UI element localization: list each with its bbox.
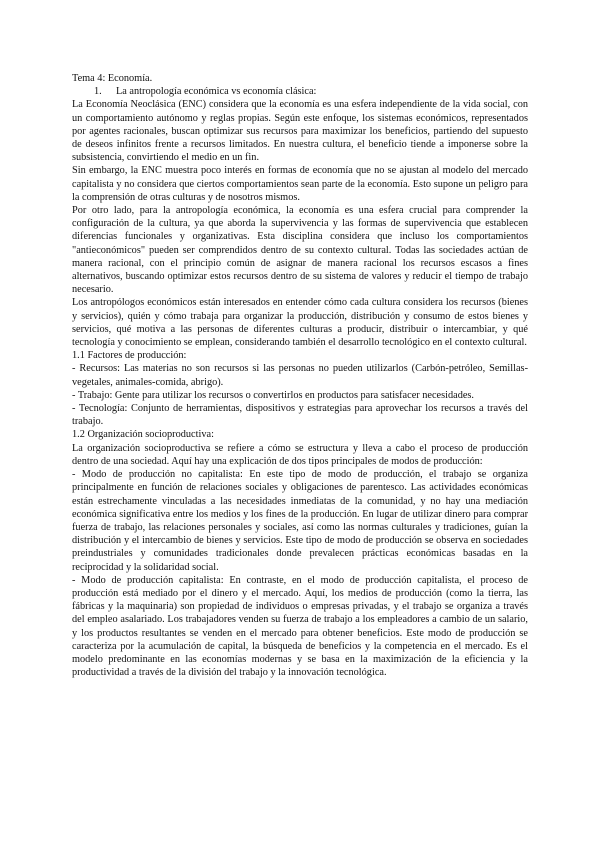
paragraph-organizacion-intro: La organización socioproductiva se refiere a cómo se estructura y lleva a cabo el proceso de producción dentro de una sociedad. Aquí hay una explicación de dos tipos principales de modos de producción: bbox=[72, 442, 528, 467]
list-item-tecnologia: - Tecnología: Conjunto de herramientas, dispositivos y estrategias para aprovechar los recursos a través del trabajo. bbox=[72, 403, 528, 428]
heading-number: 1. bbox=[94, 86, 102, 98]
paragraph-enc: La Economía Neoclásica (ENC) considera que la economía es una esfera independiente de la vida social, con un comportamiento autónomo y reglas propias. Según este enfoque, los sistemas económicos, representados por agentes racionales, buscan optimizar sus recursos para maximizar los beneficios, partiendo del supuesto de deseos infinitos frente a recursos limitados. En nuestra cultura, el beneficio tiende a imponerse sobre la subsistencia, convirtiendo el medio en un fin. bbox=[72, 99, 528, 164]
paragraph-capitalista: - Modo de producción capitalista: En contraste, en el modo de producción capitalista, el proceso de producción está mediado por el dinero y el mercado. Aquí, los medios de producción (como la tierra, las fábricas y la maquinaria) son propiedad de individuos o empresas privadas, y el trabajo se organiza a través del empleo asalariado. Los trabajadores venden su fuerza de trabajo a los empleadores a cambio de un salario, y los productos resultantes se venden en el mercado para obtener beneficios. Este modo de producción se caracteriza por la acumulación de capital, la búsqueda de beneficios y la competencia en el mercado. Es el modelo predominante en las economías modernas y se basa en la maximización de la eficiencia y la productividad a través de la división del trabajo y la innovación tecnológica. bbox=[72, 574, 528, 679]
section-heading-factores: 1.1 Factores de producción: bbox=[72, 350, 187, 362]
numbered-heading bbox=[72, 85, 528, 98]
section-heading-organizacion: 1.2 Organización socioproductiva: bbox=[72, 429, 214, 441]
paragraph-sin-embargo: Sin embargo, la ENC muestra poco interés en formas de economía que no se ajustan al modelo del mercado capitalista y no considera que ciertos comportamientos sean parte de la economía. Esto supone un peligro para la comprensión de otras culturas y de nosotros mismos. bbox=[72, 165, 528, 203]
heading-text: La antropología económica vs economía clásica: bbox=[116, 86, 317, 98]
list-item-recursos: - Recursos: Las materias no son recursos si las personas no pueden utilizarlos (Carbón-petróleo, Semillas-vegetales, animales-comida, abrigo). bbox=[72, 363, 528, 388]
document-title: Tema 4: Economía. bbox=[72, 73, 153, 84]
paragraph-no-capitalista: - Modo de producción no capitalista: En este tipo de modo de producción, el trabajo se organiza principalmente en función de relaciones sociales y obligaciones de parentesco. Las actividades económicas están estrechamente vinculadas a las necesidades inmediatas de la comunidad, y no hay una mediación económica significativa entre los medios y los fines de la producción. En lugar de utilizar dinero para comprar fuerza de trabajo, las relaciones personales y sociales, así como las normas culturales y tradiciones, guían la distribución y el intercambio de bienes y servicios. Este tipo de modo de producción se observa en sociedades preindustriales y comunidades tradicionales donde prevalecen prácticas económicas basadas en la reciprocidad y la solidaridad social. bbox=[72, 469, 528, 573]
paragraph-antropologia: Por otro lado, para la antropología económica, la economía es una esfera crucial para comprender la configuración de la cultura, ya que aborda la supervivencia y las formas de supervivencia que establecen diferencias funcionales y organizativas. Esta disciplina considera que incluso los comportamientos "antieconómicos" pueden ser comprendidos dentro de su contexto cultural. Todas las sociedades actúan de manera racional, con el principio común de asignar de manera racional los recursos escasos a fines alternativos, buscando optimizar estos recursos dentro de su sistema de valores y reducir el tiempo de trabajo necesario. bbox=[72, 205, 528, 296]
list-item-trabajo: - Trabajo: Gente para utilizar los recursos o convertirlos en productos para satisfacer necesidades. bbox=[72, 389, 475, 401]
paragraph-antropologos: Los antropólogos económicos están interesados en entender cómo cada cultura considera los recursos (bienes y servicios), quién y cómo trabaja para organizar la producción, distribución y consumo de estos bienes y servicios, qué motiva a las personas de diferentes culturas a producir, distribuir o intercambiar, y qué tecnología y conocimiento se emplean, considerando también el desarrollo tecnológico en el contexto cultural. bbox=[72, 297, 528, 349]
